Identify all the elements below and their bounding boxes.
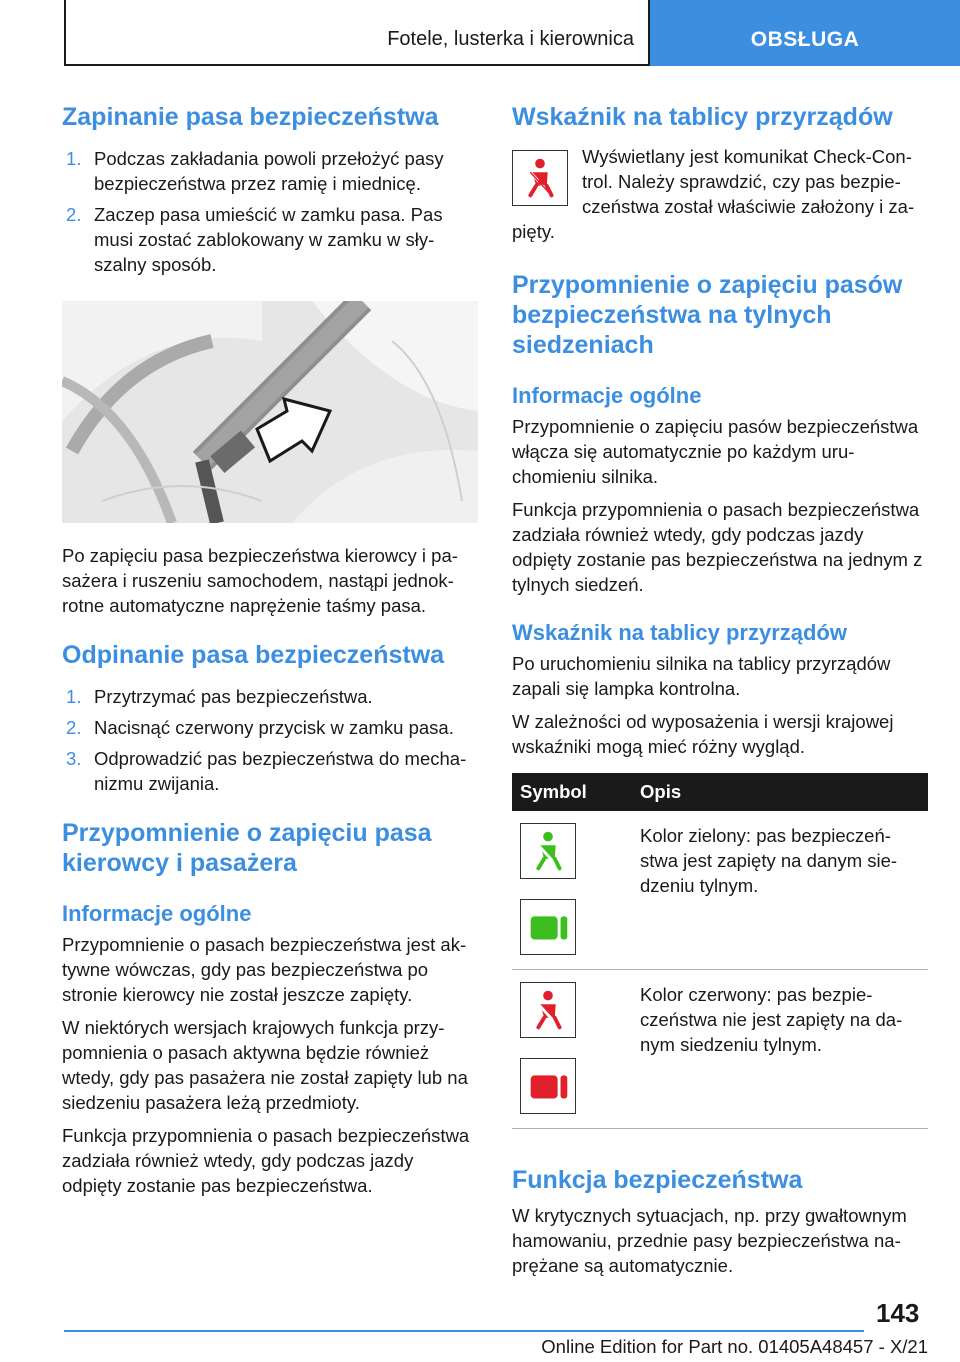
heading-safety-function: Funkcja bezpieczeństwa [512,1166,803,1194]
list-item [62,684,478,709]
step-number: 1. [66,148,82,169]
paragraph: Po uruchomieniu silnika na tablicy przyrządów zapali się lampka kontrolna. [512,653,891,699]
paragraph: Przypomnienie o zapięciu pasów bezpieczeństwa włącza się automatycznie po każdym uruchomieniu silnika. [512,416,919,487]
table-header-row [512,773,928,811]
paragraph: W krytycznych sytuacjach, np. przy gwałtownym hamowaniu, przednie pasy bezpieczeństwa naprężane są automatycznie. [512,1205,907,1276]
right-column [512,102,928,1278]
list-item [62,202,478,277]
list-item [62,746,478,796]
rear-seat-green-icon [520,899,576,955]
seatbelt-buckle-illustration [62,301,478,523]
step-text: Nacisnąć czerwony przycisk w zamku pasa. [94,717,454,738]
heading-driver-reminder: Przypomnienie o zapięciu pasa kierowcy i pasażera [62,819,432,877]
heading-indicator: Wskaźnik na tablicy przyrządów [512,103,893,131]
left-column [62,102,478,1198]
paragraph: W niektórych wersjach krajowych funkcja przypomnienia o pasach aktywna będzie również wtedy, gdy pas pasażera nie został zapięty lub na siedzeniu pasażera leżą przedmioty. [62,1017,468,1113]
header-chapter-title: OBSŁUGA [750,28,860,51]
step-number: 2. [66,717,82,738]
page-number: 143 [876,1298,920,1328]
symbol-cell [512,970,632,1129]
seatbelt-warning-icon [512,150,568,206]
table-header-symbol: Symbol [512,773,632,811]
header-chapter-tab [650,0,960,66]
description-cell: Kolor zielony: pas bezpieczeństwa jest zapięty na danym siedzeniu tylnym. [632,811,928,970]
heading-indicator-rear: Wskaźnik na tablicy przyrządów [512,620,847,645]
paragraph: Funkcja przypomnienia o pasach bezpieczeństwa zadziała również wtedy, gdy podczas jazdy odpięty zostanie pas bezpieczeństwa. [62,1125,470,1196]
description-cell: Kolor czerwony: pas bezpieczeństwa nie jest zapięty na danym siedzeniu tylnym. [632,970,928,1129]
unfasten-steps [62,684,478,796]
rear-seat-red-icon [520,1058,576,1114]
paragraph: Funkcja przypomnienia o pasach bezpieczeństwa zadziała również wtedy, gdy podczas jazdy odpięty zostanie pas bezpieczeństwa na jednym z tylnych siedzeń. [512,499,923,595]
step-number: 1. [66,686,82,707]
fasten-steps [62,146,478,277]
paragraph: W zależności od wyposażenia i wersji krajowej wskaźniki mogą mieć różny wygląd. [512,711,894,757]
seatbelt-buckle-photo [62,301,478,523]
heading-rear-reminder: Przypomnienie o zapięciu pasów bezpieczeństwa na tylnych siedzeniach [512,271,903,359]
symbol-cell [512,811,632,970]
step-text: Podczas zakładania powoli przełożyć pasy bezpieczeństwa przez ramię i miednicę. [94,148,444,194]
indicator-block [512,144,928,244]
page-header [0,0,960,66]
step-text: Przytrzymać pas bezpieczeństwa. [94,686,373,707]
list-item [62,146,478,196]
heading-unfasten-belt: Odpinanie pasa bezpieczeństwa [62,641,445,669]
step-number: 3. [66,748,82,769]
after-fasten-paragraph: Po zapięciu pasa bezpieczeństwa kierowcy i pasażera i ruszeniu samochodem, nastąpi jednokrotne automatyczne naprężenie taśmy pasa. [62,545,458,616]
header-section-box [64,0,650,66]
symbol-table [512,773,928,1129]
indicator-paragraph: Wyświetlany jest komunikat Check-Control. Należy sprawdzić, czy pas bezpieczeństwa został właściwie założony i zapięty. [512,146,915,242]
heading-fasten-belt: Zapinanie pasa bezpieczeństwa [62,103,439,131]
paragraph: Przypomnienie o pasach bezpieczeństwa jest aktywne wówczas, gdy pas bezpieczeństwa po stronie kierowcy nie został jeszcze zapięty. [62,934,467,1005]
table-row [512,811,928,970]
seatbelt-red-icon [520,982,576,1038]
heading-general-info: Informacje ogólne [62,901,252,926]
table-row [512,970,928,1129]
table-header-description: Opis [632,773,928,811]
heading-general-info-rear: Informacje ogólne [512,383,702,408]
header-section-title: Fotele, lusterka i kierownica [387,28,634,50]
list-item [62,715,478,740]
step-number: 2. [66,204,82,225]
step-text: Odprowadzić pas bezpieczeństwa do mechanizmu zwijania. [94,748,467,794]
footer-divider [64,1330,864,1332]
step-text: Zaczep pasa umieścić w zamku pasa. Pas musi zostać zablokowany w zamku w słyszalny sposób. [94,204,443,275]
seatbelt-green-icon [520,823,576,879]
footer-edition: Online Edition for Part no. 01405A48457 - X/21 [541,1336,928,1357]
